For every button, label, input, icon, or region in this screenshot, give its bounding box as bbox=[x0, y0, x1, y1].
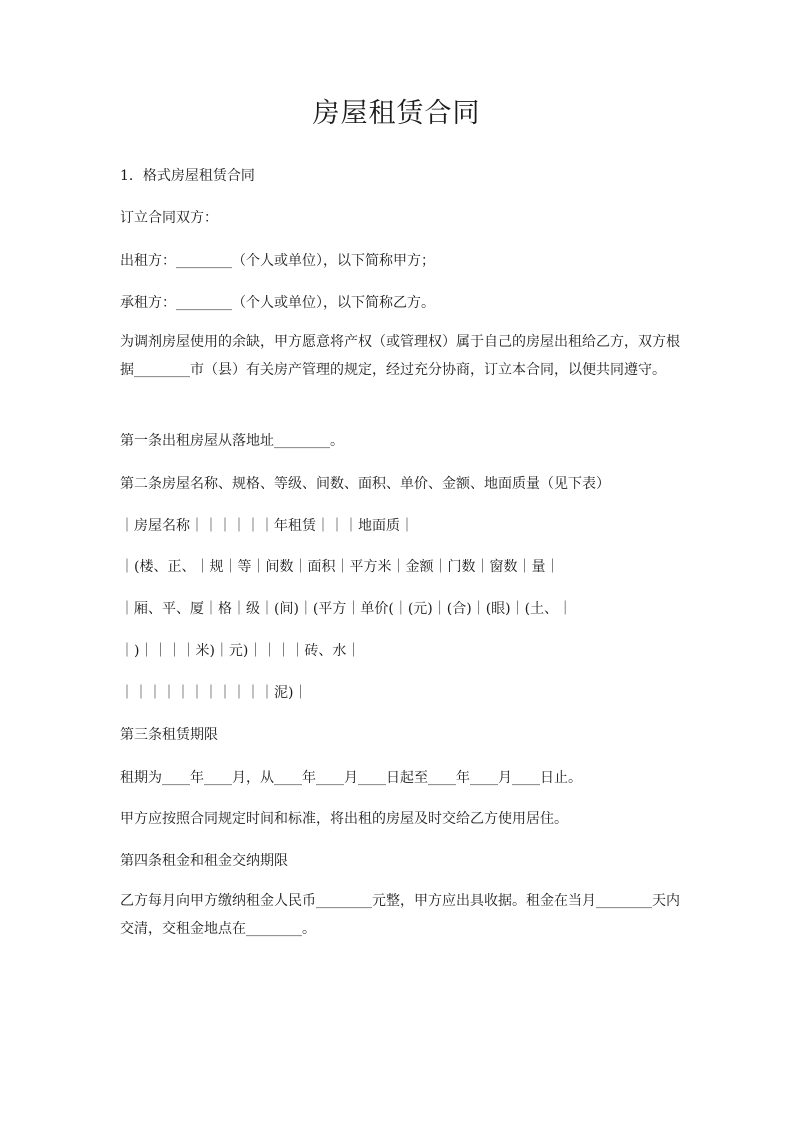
article-4-heading: 第四条租金和租金交纳期限 bbox=[120, 853, 288, 869]
delivery-line: 甲方应按照合同规定时间和标准，将出租的房屋及时交给乙方使用居住。 bbox=[120, 811, 568, 827]
article-1-address: 第一条出租房屋从落地址________。 bbox=[120, 433, 344, 449]
contract-parties-label: 订立合同双方： bbox=[120, 210, 218, 226]
document-title: 房屋租赁合同 bbox=[312, 98, 481, 129]
article-3-heading: 第三条租赁期限 bbox=[120, 727, 218, 743]
table-row-2: ｜(楼、正、｜规｜等｜间数｜面积｜平方米｜金额｜门数｜窗数｜量｜ bbox=[120, 559, 560, 575]
lessee-line: 承租方：________（个人或单位），以下简称乙方。 bbox=[120, 295, 435, 311]
table-row-4: ｜)｜｜｜｜米)｜元)｜｜｜｜砖、水｜ bbox=[120, 643, 361, 659]
preamble-paragraph: 为调剂房屋使用的余缺，甲方愿意将产权（或管理权）属于自己的房屋出租给乙方，双方根据________市（县）有关房产管理的规定，经过充分协商，订立本合同，以便共同遵守。 bbox=[120, 334, 680, 378]
lease-term-line: 租期为____年____月，从____年____月____日起至____年____月____日止。 bbox=[120, 770, 582, 786]
table-row-1: ｜房屋名称｜｜｜｜｜｜年租赁｜｜｜地面质｜ bbox=[120, 518, 414, 534]
table-row-3: ｜厢、平、厦｜格｜级｜(间)｜(平方｜单价(｜(元)｜(合)｜(眼)｜(土、｜ bbox=[120, 601, 573, 617]
table-row-5: ｜｜｜｜｜｜｜｜｜｜｜泥)｜ bbox=[120, 685, 308, 701]
section-heading-format: 1．格式房屋租赁合同 bbox=[120, 168, 255, 184]
lessor-line: 出租方：________（个人或单位），以下简称甲方； bbox=[120, 253, 435, 269]
article-2-heading: 第二条房屋名称、规格、等级、间数、面积、单价、金额、地面质量（见下表） bbox=[120, 476, 610, 492]
rent-payment-paragraph: 乙方每月向甲方缴纳租金人民币________元整，甲方应出具收据。租金在当月________天内交清，交租金地点在________。 bbox=[120, 893, 680, 937]
